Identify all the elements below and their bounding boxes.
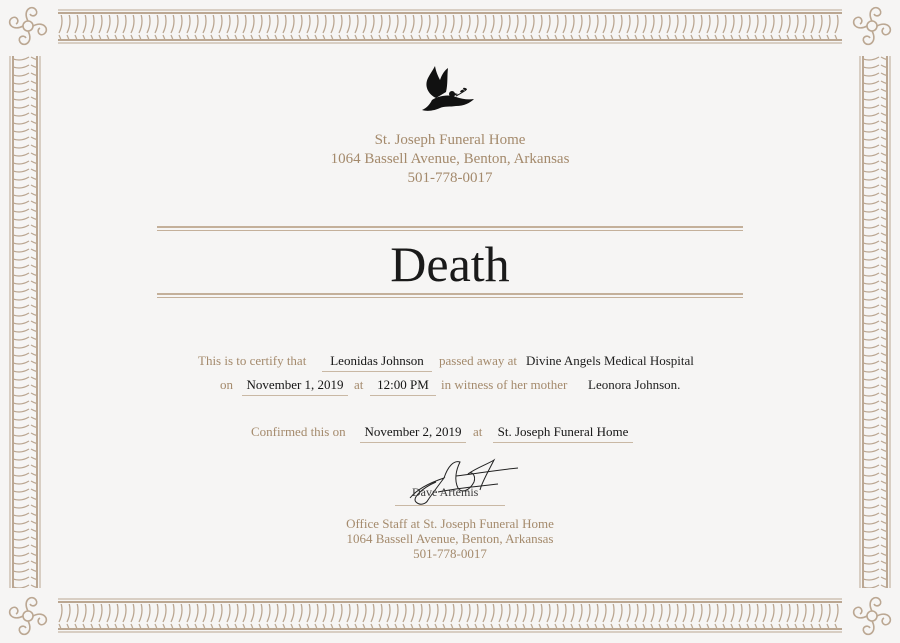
confirmed-label: Confirmed this on xyxy=(251,424,346,439)
witness-text: in witness of her mother xyxy=(441,377,568,392)
deceased-name-field: Leonidas Johnson xyxy=(322,353,432,372)
signatory-name: Dave Artemis xyxy=(412,485,479,499)
certify-prefix: This is to certify that xyxy=(198,353,307,368)
funeral-home-name: St. Joseph Funeral Home xyxy=(374,132,526,148)
time-of-death-field: 12:00 PM xyxy=(370,377,436,396)
passed-away-text: passed away at xyxy=(439,353,517,368)
flourish-ornament-icon xyxy=(846,590,898,642)
signature-line xyxy=(395,505,505,506)
signatory-title: Office Staff at St. Joseph Funeral Home xyxy=(346,516,554,531)
on-label: on xyxy=(220,377,233,392)
signatory-address: 1064 Bassell Avenue, Benton, Arkansas xyxy=(346,531,554,546)
flourish-ornament-icon xyxy=(2,0,54,52)
confirmed-place-field: St. Joseph Funeral Home xyxy=(493,424,633,443)
confirmed-date-field: November 2, 2019 xyxy=(360,424,466,443)
place-of-death-field: Divine Angels Medical Hospital xyxy=(526,353,694,368)
witness-name-field: Leonora Johnson. xyxy=(588,377,681,392)
date-of-death-field: November 1, 2019 xyxy=(242,377,348,396)
top-border xyxy=(58,8,842,46)
title-rule-top xyxy=(157,226,743,231)
at-label: at xyxy=(354,377,364,392)
confirmed-at-label: at xyxy=(473,424,483,439)
certificate-title: Death xyxy=(390,236,510,292)
funeral-home-phone: 501-778-0017 xyxy=(407,170,493,186)
signatory-block xyxy=(0,516,900,561)
flourish-ornament-icon xyxy=(846,0,898,52)
signatory-phone: 501-778-0017 xyxy=(413,546,487,561)
flourish-ornament-icon xyxy=(2,590,54,642)
funeral-home-header xyxy=(0,131,900,188)
dove-with-olive-branch-icon xyxy=(418,64,480,118)
funeral-home-address: 1064 Bassell Avenue, Benton, Arkansas xyxy=(330,151,570,167)
bottom-border xyxy=(58,597,842,635)
title-rule-bottom xyxy=(157,293,743,298)
